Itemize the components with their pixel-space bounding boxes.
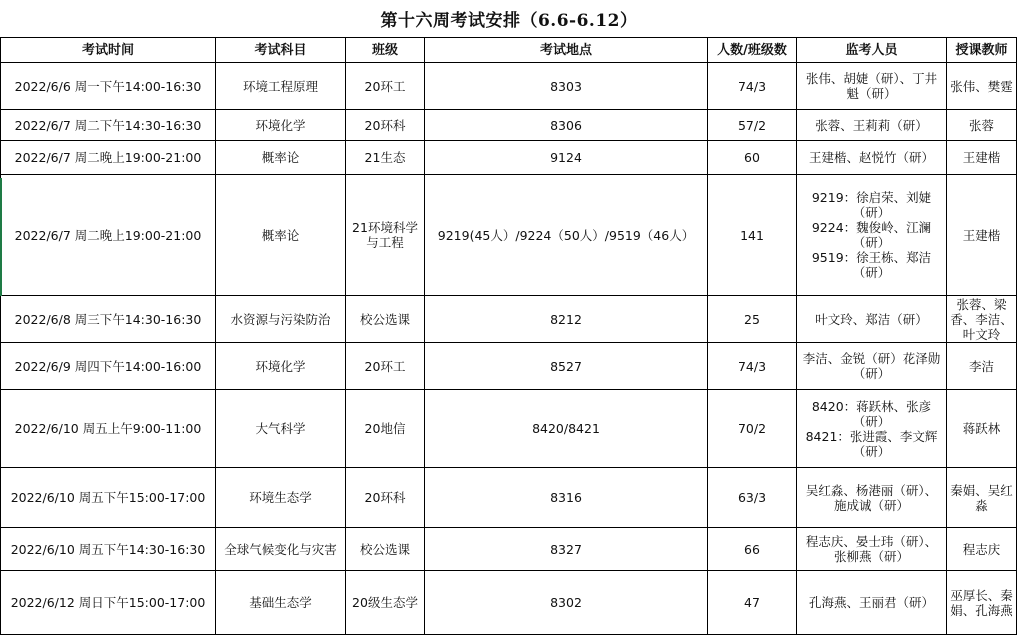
cell-subject: 环境工程原理 bbox=[216, 63, 346, 110]
cell-count: 66 bbox=[708, 528, 797, 571]
cell-teacher: 李洁 bbox=[947, 343, 1017, 390]
cell-count: 25 bbox=[708, 296, 797, 343]
cell-time: 2022/6/7 周二晚上19:00-21:00 bbox=[1, 141, 216, 175]
cell-subject: 水资源与污染防治 bbox=[216, 296, 346, 343]
cell-proctors: 程志庆、晏士玮（研）、张柳燕（研） bbox=[797, 528, 947, 571]
cell-proctors: 李洁、金锐（研）花泽勋（研） bbox=[797, 343, 947, 390]
cell-teacher: 张蓉 bbox=[947, 110, 1017, 141]
cell-time: 2022/6/6 周一下午14:00-16:30 bbox=[1, 63, 216, 110]
header-row bbox=[1, 38, 1017, 63]
cell-subject: 大气科学 bbox=[216, 390, 346, 468]
table-row bbox=[1, 63, 1017, 110]
cell-subject: 环境化学 bbox=[216, 343, 346, 390]
cell-location: 8316 bbox=[425, 468, 708, 528]
cell-teacher: 巫厚长、秦娟、孔海燕 bbox=[947, 571, 1017, 635]
cell-class: 校公选课 bbox=[346, 528, 425, 571]
cell-count: 60 bbox=[708, 141, 797, 175]
cell-class: 20地信 bbox=[346, 390, 425, 468]
header-subject: 考试科目 bbox=[216, 38, 346, 63]
cell-subject: 全球气候变化与灾害 bbox=[216, 528, 346, 571]
cell-class: 20环工 bbox=[346, 63, 425, 110]
table-row bbox=[1, 571, 1017, 635]
cell-proctors: 张伟、胡婕（研）、丁井魁（研） bbox=[797, 63, 947, 110]
table-row bbox=[1, 468, 1017, 528]
cell-class: 21生态 bbox=[346, 141, 425, 175]
table-row bbox=[1, 175, 1017, 296]
table-row bbox=[1, 343, 1017, 390]
header-count: 人数/班级数 bbox=[708, 38, 797, 63]
table-row bbox=[1, 528, 1017, 571]
cell-teacher: 张蓉、梁香、李洁、叶文玲 bbox=[947, 296, 1017, 343]
cell-location: 8302 bbox=[425, 571, 708, 635]
cell-proctors: 9219：徐启荣、刘婕（研） 9224：魏俊岭、江澜（研） 9519：徐王栋、郑洁（研） bbox=[797, 175, 947, 296]
cell-time: 2022/6/9 周四下午14:00-16:00 bbox=[1, 343, 216, 390]
cell-time: 2022/6/10 周五上午9:00-11:00 bbox=[1, 390, 216, 468]
cell-subject: 环境化学 bbox=[216, 110, 346, 141]
exam-schedule-table bbox=[0, 37, 1017, 635]
cell-class: 21环境科学与工程 bbox=[346, 175, 425, 296]
cell-count: 57/2 bbox=[708, 110, 797, 141]
cell-time: 2022/6/10 周五下午15:00-17:00 bbox=[1, 468, 216, 528]
cell-count: 70/2 bbox=[708, 390, 797, 468]
cell-teacher: 张伟、樊霆 bbox=[947, 63, 1017, 110]
cell-subject: 基础生态学 bbox=[216, 571, 346, 635]
cell-subject: 概率论 bbox=[216, 175, 346, 296]
cell-time: 2022/6/8 周三下午14:30-16:30 bbox=[1, 296, 216, 343]
cell-time: 2022/6/7 周二晚上19:00-21:00 bbox=[1, 175, 216, 296]
cell-proctors: 8420：蒋跃林、张彦（研） 8421：张进霞、李文辉（研） bbox=[797, 390, 947, 468]
table-row bbox=[1, 110, 1017, 141]
cell-location: 8212 bbox=[425, 296, 708, 343]
cell-class: 20环科 bbox=[346, 468, 425, 528]
cell-location: 9219(45人）/9224（50人）/9519（46人） bbox=[425, 175, 708, 296]
header-proctors: 监考人员 bbox=[797, 38, 947, 63]
cell-location: 8420/8421 bbox=[425, 390, 708, 468]
cell-location: 9124 bbox=[425, 141, 708, 175]
cell-teacher: 王建楷 bbox=[947, 175, 1017, 296]
cell-location: 8527 bbox=[425, 343, 708, 390]
cell-location: 8327 bbox=[425, 528, 708, 571]
cell-subject: 环境生态学 bbox=[216, 468, 346, 528]
cell-count: 63/3 bbox=[708, 468, 797, 528]
table-row bbox=[1, 390, 1017, 468]
cell-location: 8303 bbox=[425, 63, 708, 110]
cell-teacher: 王建楷 bbox=[947, 141, 1017, 175]
cell-count: 74/3 bbox=[708, 63, 797, 110]
table-row bbox=[1, 141, 1017, 175]
header-class: 班级 bbox=[346, 38, 425, 63]
header-teacher: 授课教师 bbox=[947, 38, 1017, 63]
cell-teacher: 秦娟、吴红淼 bbox=[947, 468, 1017, 528]
header-location: 考试地点 bbox=[425, 38, 708, 63]
cell-teacher: 程志庆 bbox=[947, 528, 1017, 571]
cell-time: 2022/6/7 周二下午14:30-16:30 bbox=[1, 110, 216, 141]
table-row bbox=[1, 296, 1017, 343]
cell-class: 20级生态学 bbox=[346, 571, 425, 635]
cell-proctors: 孔海燕、王丽君（研） bbox=[797, 571, 947, 635]
cell-class: 校公选课 bbox=[346, 296, 425, 343]
cell-teacher: 蒋跃林 bbox=[947, 390, 1017, 468]
cell-subject: 概率论 bbox=[216, 141, 346, 175]
cell-time: 2022/6/10 周五下午14:30-16:30 bbox=[1, 528, 216, 571]
header-exam-time: 考试时间 bbox=[1, 38, 216, 63]
cell-class: 20环科 bbox=[346, 110, 425, 141]
cell-count: 74/3 bbox=[708, 343, 797, 390]
selection-marker bbox=[0, 178, 2, 296]
cell-proctors: 王建楷、赵悦竹（研） bbox=[797, 141, 947, 175]
cell-proctors: 吴红淼、杨港丽（研）、施成诚（研） bbox=[797, 468, 947, 528]
page-title: 第十六周考试安排（6.6-6.12） bbox=[380, 11, 638, 31]
cell-count: 47 bbox=[708, 571, 797, 635]
cell-location: 8306 bbox=[425, 110, 708, 141]
cell-time: 2022/6/12 周日下午15:00-17:00 bbox=[1, 571, 216, 635]
cell-proctors: 叶文玲、郑洁（研） bbox=[797, 296, 947, 343]
cell-count: 141 bbox=[708, 175, 797, 296]
cell-proctors: 张蓉、王莉莉（研） bbox=[797, 110, 947, 141]
cell-class: 20环工 bbox=[346, 343, 425, 390]
